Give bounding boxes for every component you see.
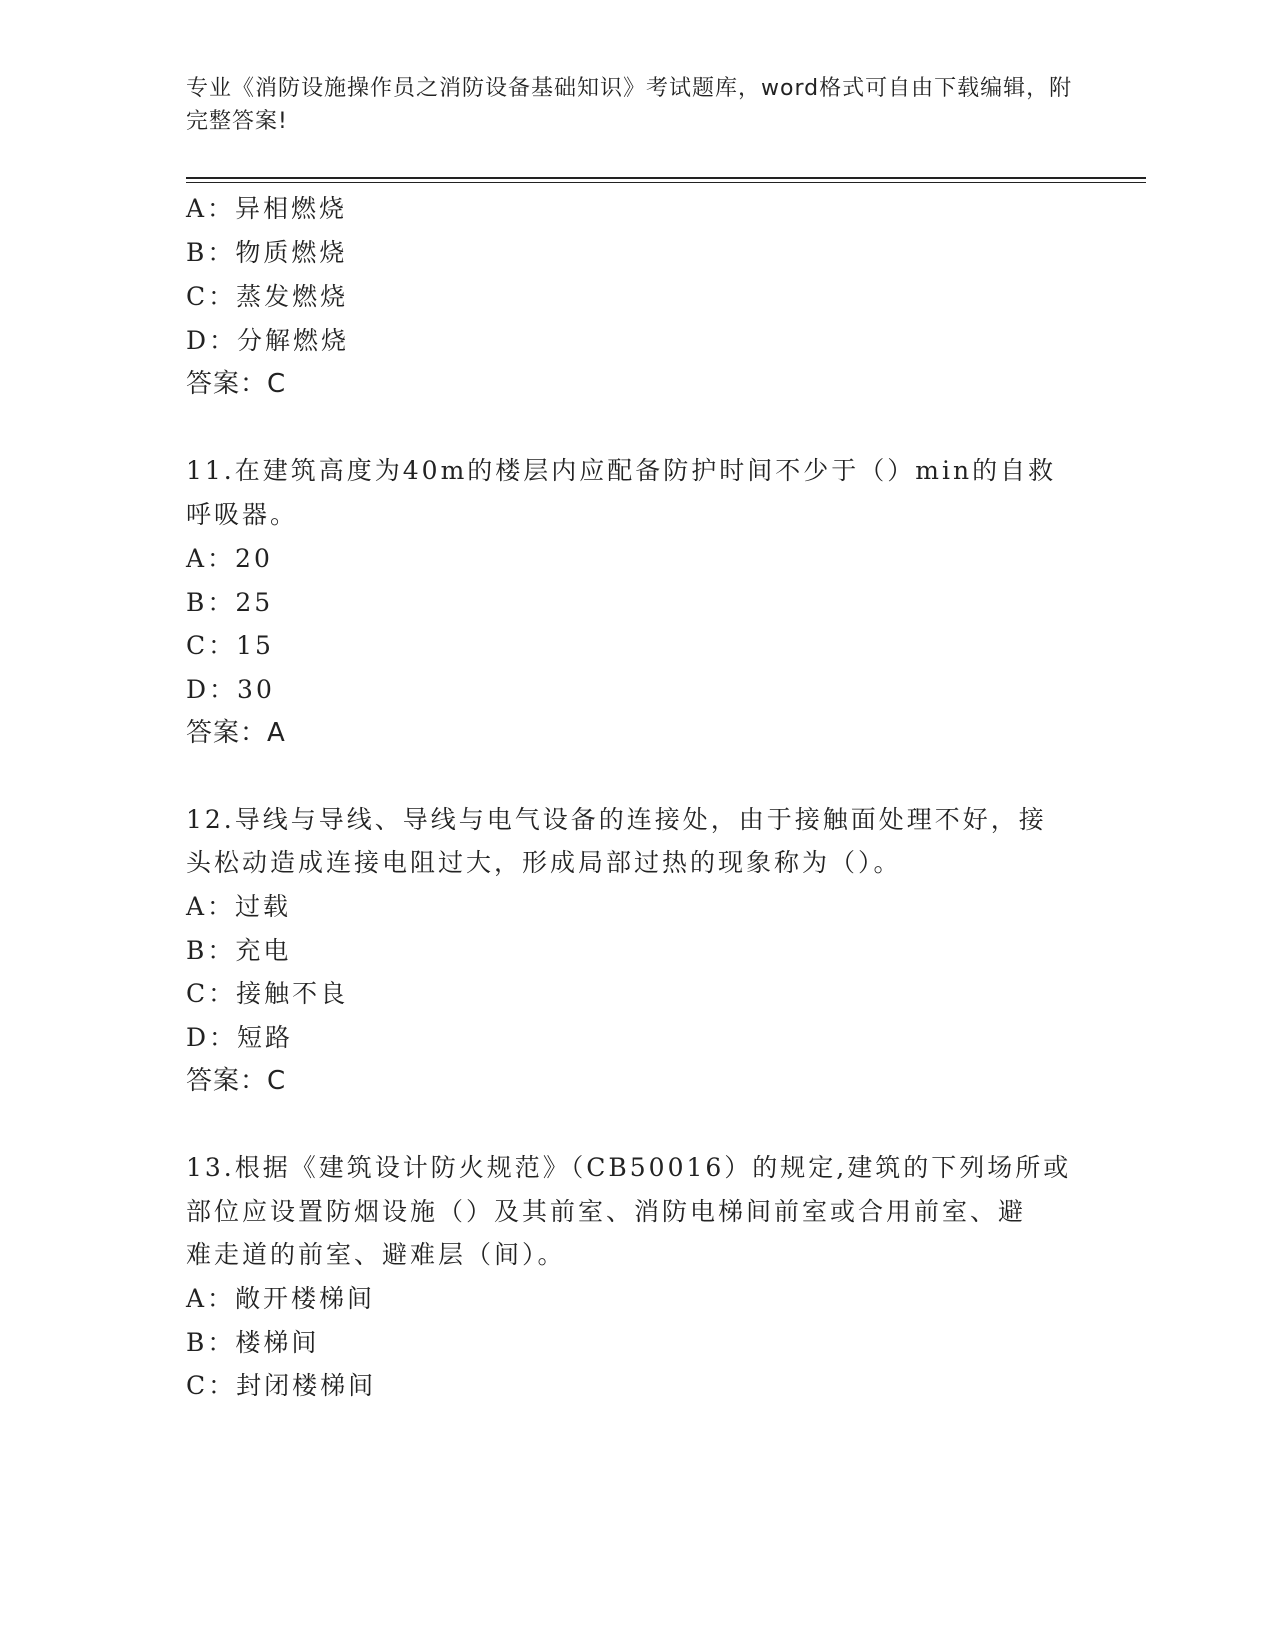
q10-option-c: C：蒸发燃烧 xyxy=(186,282,349,311)
q12-option-d: D：短路 xyxy=(186,1023,294,1052)
q11-option-d: D：30 xyxy=(186,675,275,704)
q11-question-line1: 11.在建筑高度为40m的楼层内应配备防护时间不少于（）min的自救 xyxy=(186,456,1057,485)
q13-question-line1: 13.根据《建筑设计防火规范》（CB50016）的规定,建筑的下列场所或 xyxy=(186,1153,1072,1182)
q13-question-line3: 难走道的前室、避难层（间）。 xyxy=(186,1240,566,1269)
document-header: 专业《消防设施操作员之消防设备基础知识》考试题库，word格式可自由下载编辑，附完整答案! xyxy=(186,76,1073,134)
q11-answer: 答案：A xyxy=(186,718,286,748)
q12-option-b: B：充电 xyxy=(186,936,292,965)
q10-answer: 答案：C xyxy=(186,369,287,399)
q12-option-c: C：接触不良 xyxy=(186,979,349,1008)
q13-option-a: A：敞开楼梯间 xyxy=(186,1284,376,1313)
q13-option-b: B：楼梯间 xyxy=(186,1328,320,1357)
q10-option-a: A：异相燃烧 xyxy=(186,194,348,223)
q12-question-line2: 头松动造成连接电阻过大，形成局部过热的现象称为（）。 xyxy=(186,848,902,877)
header-rule-thick xyxy=(186,177,1146,179)
header-rule-thin xyxy=(186,182,1146,183)
q12-option-a: A：过载 xyxy=(186,892,292,921)
q13-option-c: C：封闭楼梯间 xyxy=(186,1371,377,1400)
q11-question-line2: 呼吸器。 xyxy=(186,500,299,529)
q12-question-line1: 12.导线与导线、导线与电气设备的连接处，由于接触面处理不好，接 xyxy=(186,805,1047,834)
q11-option-b: B：25 xyxy=(186,588,274,617)
q10-option-b: B：物质燃烧 xyxy=(186,238,348,267)
q10-option-d: D：分解燃烧 xyxy=(186,326,350,355)
q11-option-c: C：15 xyxy=(186,631,274,660)
q12-answer: 答案：C xyxy=(186,1066,287,1096)
q11-option-a: A：20 xyxy=(186,544,273,573)
q13-question-line2: 部位应设置防烟设施（）及其前室、消防电梯间前室或合用前室、避 xyxy=(186,1197,1027,1226)
